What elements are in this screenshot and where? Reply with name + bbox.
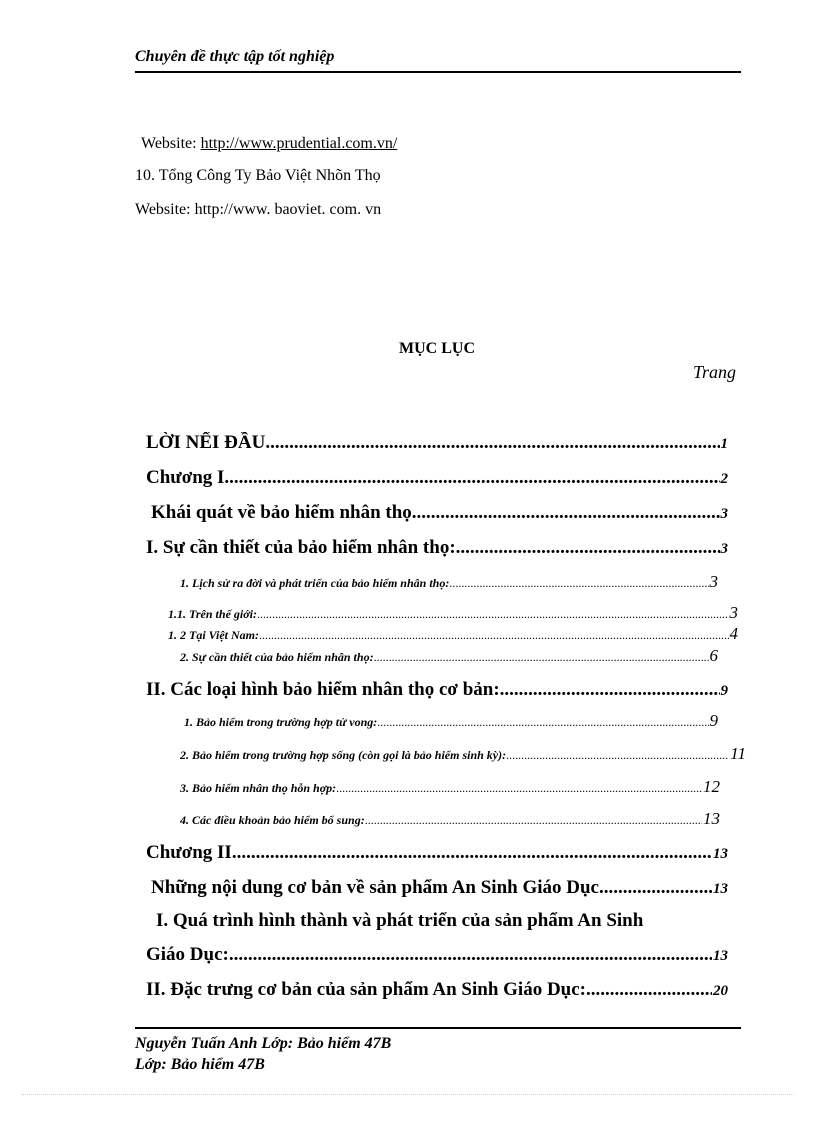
toc-entry[interactable]: II. Đặc trưng cơ bản của sản phẩm An Sinh Giáo Dục: ..... 20 xyxy=(146,979,728,1001)
footer-rule xyxy=(135,1027,741,1029)
toc-entry[interactable]: Chương II ..... 13 xyxy=(146,842,728,864)
toc-entry[interactable]: Những nội dung cơ bản về sản phẩm An Sinh Giáo Dục ..... 13 xyxy=(151,877,728,899)
toc-entry[interactable]: 3. Bảo hiểm nhân thọ hỗn hợp: ..... 12 xyxy=(180,777,720,797)
toc-title: MỤC LỤC xyxy=(399,340,475,357)
running-header-title: Chuyên đề thực tập tốt nghiệp xyxy=(135,48,335,65)
toc-entry[interactable]: 4. Các điều khoản bảo hiểm bổ sung: ..... 13 xyxy=(180,809,720,829)
toc-entry[interactable]: 2. Bảo hiểm trong trường hợp sống (còn gọi là bảo hiểm sinh kỳ): ..... 11 xyxy=(180,744,746,764)
reference-item-10: 10. Tổng Công Ty Bảo Việt Nhõn Thọ xyxy=(135,167,381,184)
website-label: Website: xyxy=(141,135,201,152)
toc-entry[interactable]: 2. Sự cần thiết của bảo hiểm nhân thọ: ..... 6 xyxy=(180,646,718,666)
footer-author: Nguyễn Tuấn Anh Lớp: Bảo hiểm 47B xyxy=(135,1035,392,1052)
toc-entry[interactable]: I. Sự cần thiết của bảo hiểm nhân thọ: ..... 3 xyxy=(146,537,728,559)
toc-entry[interactable]: I. Quá trình hình thành và phát triển của sản phẩm An Sinh xyxy=(156,910,644,931)
toc-entry[interactable]: Khái quát về bảo hiểm nhân thọ ..... 3 xyxy=(151,502,728,524)
website-baoviet: Website: http://www. baoviet. com. vn xyxy=(135,201,382,218)
footer-class: Lớp: Bảo hiểm 47B xyxy=(135,1056,265,1073)
toc-entry[interactable]: Giáo Dục: ..... 13 xyxy=(146,944,728,966)
toc-entry[interactable]: 1. 2 Tại Việt Nam: ..... 4 xyxy=(168,624,738,644)
toc-entry[interactable]: LỜI NỂI ĐẦU ..... 1 xyxy=(146,432,728,454)
toc-entry[interactable]: 1. Lịch sử ra đời và phát triển của bảo hiểm nhân thọ: ..... 3 xyxy=(180,572,718,592)
website-prudential xyxy=(141,135,397,153)
toc-entry[interactable]: Chương I ..... 2 xyxy=(146,467,728,489)
prudential-link[interactable]: http://www.prudential.com.vn/ xyxy=(200,135,398,152)
page-break-line xyxy=(22,1094,794,1095)
header-rule xyxy=(135,71,741,73)
toc-entry[interactable]: 1. Bảo hiểm trong trường hợp tử vong: ..... 9 xyxy=(184,711,718,731)
toc-entry[interactable]: II. Các loại hình bảo hiểm nhân thọ cơ bản: ..... 9 xyxy=(146,679,728,701)
toc-entry[interactable]: 1.1. Trên thế giới: ..... 3 xyxy=(168,603,738,623)
toc-page-label: Trang xyxy=(692,362,736,382)
